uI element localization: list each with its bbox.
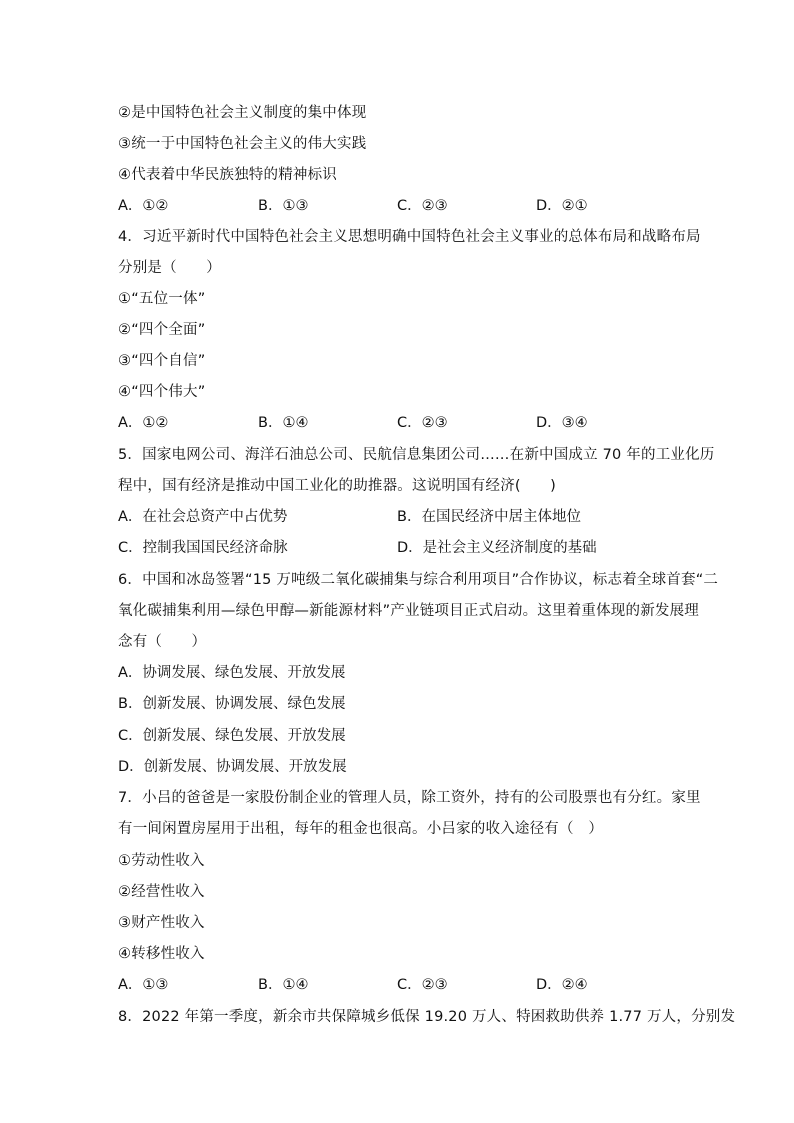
q3-option-b[interactable]: B．①③: [258, 198, 309, 214]
q3-item-4: ④代表着中华民族独特的精神标识: [118, 167, 337, 183]
q6-option-b[interactable]: B．创新发展、协调发展、绿色发展: [118, 696, 346, 712]
q7-option-c[interactable]: C．②③: [397, 977, 448, 993]
q6-stem-line-2: 氧化碳捕集利用—绿色甲醇—新能源材料”产业链项目正式启动。这里着重体现的新发展理: [118, 603, 700, 619]
q3-option-c[interactable]: C．②③: [397, 198, 448, 214]
q7-option-b[interactable]: B．①④: [258, 977, 309, 993]
q5-option-d[interactable]: D．是社会主义经济制度的基础: [397, 540, 597, 556]
q4-item-1: ①“五位一体”: [118, 291, 206, 307]
q3-item-3: ③统一于中国特色社会主义的伟大实践: [118, 136, 367, 152]
q4-option-d[interactable]: D．③④: [536, 415, 588, 431]
q4-item-3: ③“四个自信”: [118, 353, 206, 369]
q3-item-2: ②是中国特色社会主义制度的集中体现: [118, 105, 367, 121]
q7-option-d[interactable]: D．②④: [536, 977, 588, 993]
q3-option-a[interactable]: A．①②: [118, 198, 169, 214]
q5-option-c[interactable]: C．控制我国国民经济命脉: [118, 540, 288, 556]
q4-stem-line-2: 分别是（ ）: [118, 260, 221, 276]
q4-item-2: ②“四个全面”: [118, 322, 206, 338]
q4-option-a[interactable]: A．①②: [118, 415, 169, 431]
q6-option-c[interactable]: C．创新发展、绿色发展、开放发展: [118, 728, 346, 744]
q4-stem-line-1: 4．习近平新时代中国特色社会主义思想明确中国特色社会主义事业的总体布局和战略布局: [118, 229, 701, 245]
q7-item-3: ③财产性收入: [118, 915, 205, 931]
q6-stem-line-1: 6．中国和冰岛签署“15 万吨级二氧化碳捕集与综合利用项目”合作协议，标志着全球首套“二: [118, 572, 719, 588]
q5-option-a[interactable]: A．在社会总资产中占优势: [118, 509, 288, 525]
q6-option-a[interactable]: A．协调发展、绿色发展、开放发展: [118, 665, 346, 681]
q5-stem-line-1: 5．国家电网公司、海洋石油总公司、民航信息集团公司……在新中国成立 70 年的工业化历: [118, 447, 715, 463]
q6-option-d[interactable]: D．创新发展、协调发展、开放发展: [118, 759, 347, 775]
q8-stem-line-1: 8．2022 年第一季度，新余市共保障城乡低保 19.20 万人、特困救助供养 1.77 万人，分别发: [118, 1009, 736, 1025]
q3-option-d[interactable]: D．②①: [536, 198, 588, 214]
q7-item-2: ②经营性收入: [118, 884, 205, 900]
q7-item-1: ①劳动性收入: [118, 853, 205, 869]
q7-item-4: ④转移性收入: [118, 946, 205, 962]
q6-stem-line-3: 念有（ ）: [118, 634, 207, 650]
q7-stem-line-2: 有一间闲置房屋用于出租，每年的租金也很高。小吕家的收入途径有（ ）: [118, 821, 604, 837]
q4-item-4: ④“四个伟大”: [118, 384, 206, 400]
q4-option-c[interactable]: C．②③: [397, 415, 448, 431]
q7-stem-line-1: 7．小吕的爸爸是一家股份制企业的管理人员，除工资外，持有的公司股票也有分红。家里: [118, 790, 701, 806]
q4-option-b[interactable]: B．①④: [258, 415, 309, 431]
q7-option-a[interactable]: A．①③: [118, 977, 169, 993]
q5-stem-line-2: 程中，国有经济是推动中国工业化的助推器。这说明国有经济( ): [118, 478, 557, 494]
q5-option-b[interactable]: B．在国民经济中居主体地位: [397, 509, 581, 525]
